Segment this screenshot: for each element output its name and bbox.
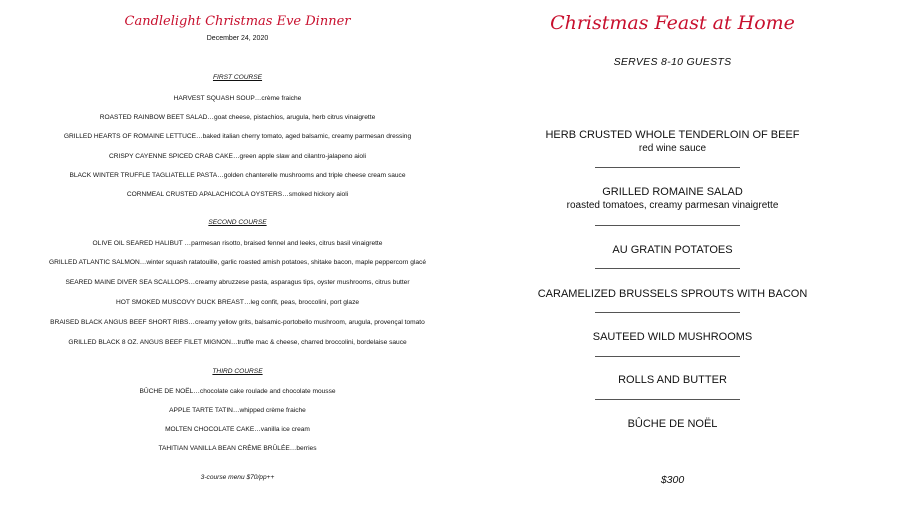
dish-name: ROLLS AND BUTTER	[618, 374, 727, 386]
dish-description: roasted tomatoes, creamy parmesan vinaigrette	[566, 200, 779, 211]
menu-item: MOLTEN CHOCOLATE CAKE…vanilla ice cream	[165, 426, 310, 433]
menu-item: CRISPY CAYENNE SPICED CRAB CAKE…green apple slaw and cilantro-jalapeno aioli	[108, 153, 367, 160]
dish-item	[500, 373, 845, 387]
christmas-feast-menu	[500, 0, 845, 506]
feast-title: Christmas Feast at Home	[550, 12, 795, 34]
menu-date: December 24, 2020	[206, 35, 269, 42]
dish-name: CARAMELIZED BRUSSELS SPROUTS WITH BACON	[537, 288, 808, 300]
dish-name: SAUTEED WILD MUSHROOMS	[592, 331, 753, 343]
menu-item: ROASTED RAINBOW BEET SALAD…goat cheese, pistachios, arugula, herb citrus vinaigrette	[99, 114, 376, 121]
dish-name: GRILLED ROMAINE SALAD	[602, 186, 743, 198]
menu-title: Candlelight Christmas Eve Dinner	[124, 14, 351, 29]
dish-item	[500, 243, 845, 257]
menu-item: BÛCHE DE NOËL…chocolate cake roulade and chocolate mousse	[139, 388, 336, 395]
dish-name: AU GRATIN POTATOES	[612, 244, 733, 256]
divider	[595, 268, 740, 269]
dish-name: BÛCHE DE NOËL	[627, 418, 718, 430]
menu-item: HOT SMOKED MUSCOVY DUCK BREAST…leg confit, peas, broccolini, port glaze	[115, 299, 360, 306]
menu-item: SEARED MAINE DIVER SEA SCALLOPS…creamy abruzzese pasta, asparagus tips, oyster mushrooms, citrus butter	[65, 279, 410, 286]
menu-item: APPLE TARTE TATIN…whipped crème fraiche	[169, 407, 306, 414]
dish-item	[500, 128, 845, 156]
menu-item: CORNMEAL CRUSTED APALACHICOLA OYSTERS…smoked hickory aioli	[126, 191, 349, 198]
menu-item: HARVEST SQUASH SOUP…crème fraiche	[173, 95, 302, 102]
menu-item: BRAISED BLACK ANGUS BEEF SHORT RIBS…creamy yellow grits, balsamic-portobello mushroom, arugula, provençal tomato	[50, 319, 425, 326]
dish-item	[500, 287, 845, 301]
second-course-header: SECOND COURSE	[208, 219, 267, 226]
dish-item	[500, 185, 845, 213]
menu-item: BLACK WINTER TRUFFLE TAGLIATELLE PASTA…golden chanterelle mushrooms and triple cheese cream sauce	[69, 172, 406, 179]
menu-item: GRILLED HEARTS OF ROMAINE LETTUCE…baked italian cherry tomato, aged balsamic, creamy parmesan dressing	[63, 133, 412, 140]
divider	[595, 167, 740, 168]
menu-item: GRILLED BLACK 8 OZ. ANGUS BEEF FILET MIGNON…truffle mac & cheese, charred broccolini, bordelaise sauce	[68, 339, 407, 346]
divider	[595, 225, 740, 226]
divider	[595, 399, 740, 400]
menu-price-note: 3-course menu $70/pp++	[200, 474, 275, 481]
feast-price: $300	[660, 474, 685, 486]
dish-item	[500, 330, 845, 344]
divider	[595, 312, 740, 313]
menu-item: TAHITIAN VANILLA BEAN CRÈME BRÛLÉE…berries	[158, 445, 317, 452]
first-course-header: FIRST COURSE	[212, 74, 263, 81]
menu-item: GRILLED ATLANTIC SALMON…winter squash ratatouille, garlic roasted amish potatoes, shitake bacon, maple peppercorn glacé	[48, 259, 426, 266]
menu-item: OLIVE OIL SEARED HALIBUT …parmesan risotto, braised fennel and leeks, citrus basil vinaigrette	[92, 240, 383, 247]
third-course-header: THIRD COURSE	[212, 368, 263, 375]
dish-item	[500, 417, 845, 431]
serves-label: SERVES 8-10 GUESTS	[613, 56, 732, 68]
dish-description: red wine sauce	[638, 143, 707, 154]
divider	[595, 356, 740, 357]
dish-name: HERB CRUSTED WHOLE TENDERLOIN OF BEEF	[545, 129, 800, 141]
